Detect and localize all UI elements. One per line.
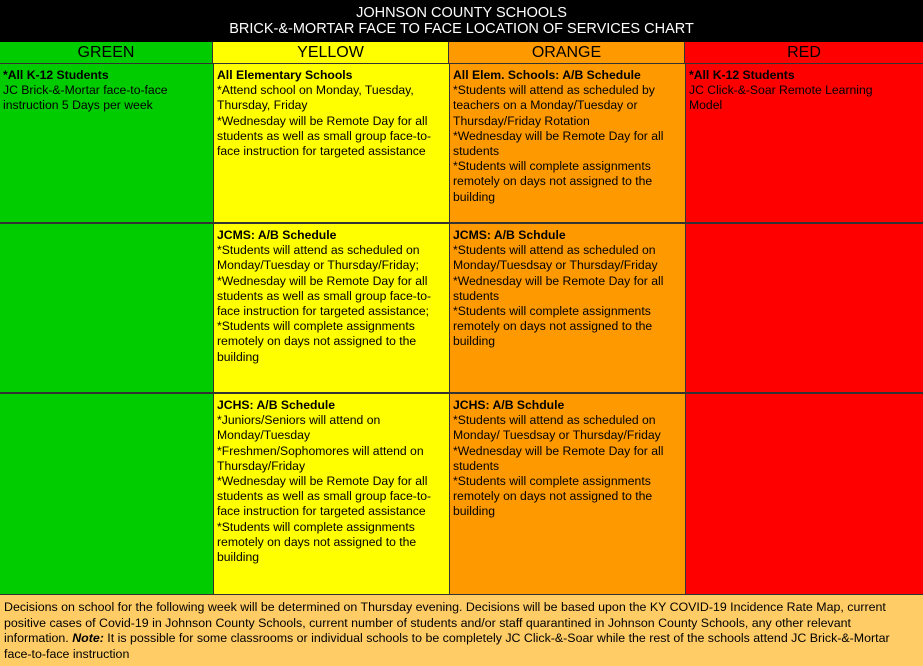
- cell-line: Thursday/Friday: [217, 458, 306, 473]
- orange-elementary-cell: [450, 65, 685, 205]
- green-column: [0, 64, 213, 594]
- cell-line: Monday/Tuesday or Thursday/Friday;: [217, 258, 419, 273]
- cell-line: students as well as small group face-to-: [217, 288, 432, 303]
- cell-line: teachers on a Monday/Tuesday or: [453, 98, 638, 113]
- header-divider: [0, 63, 923, 64]
- yellow-jcms-cell: [214, 225, 449, 365]
- header-yellow: YELLOW: [213, 42, 449, 64]
- cell-line: students: [453, 144, 500, 159]
- cell-line: building: [453, 504, 496, 519]
- cell-line: building: [217, 349, 260, 364]
- cell-line: Thursday, Friday: [217, 98, 308, 113]
- cell-line: students as well as small group face-to-: [217, 128, 432, 143]
- green-line: JC Brick-&-Mortar face-to-face: [3, 83, 168, 98]
- green-line: instruction 5 Days per week: [3, 98, 153, 113]
- cell-line: remotely on days not assigned to the: [453, 489, 653, 504]
- green-heading: *All K-12 Students: [3, 68, 109, 82]
- red-line: Model: [689, 98, 723, 113]
- header-red: RED: [685, 42, 923, 64]
- cell-line: students: [453, 288, 500, 303]
- cell-line: building: [453, 334, 496, 349]
- orange-jchs-cell: [450, 395, 685, 520]
- cell-line: *Students will complete assignments: [217, 319, 415, 334]
- orange-elementary-heading: All Elem. Schools: A/B Schedule: [453, 68, 641, 82]
- cell-line: students as well as small group face-to-: [217, 489, 432, 504]
- yellow-elementary-cell: [214, 65, 449, 159]
- yellow-jchs-cell: [214, 395, 449, 565]
- cell-line: building: [217, 550, 260, 565]
- red-cell: [686, 65, 923, 114]
- col-divider-3: [685, 64, 686, 594]
- cell-line: Monday/Tuesday: [217, 428, 311, 443]
- cell-line: *Students will complete assignments: [453, 304, 651, 319]
- cell-line: remotely on days not assigned to the: [217, 334, 417, 349]
- cell-line: *Wednesday will be Remote Day for all: [453, 128, 664, 143]
- cell-line: *Students will complete assignments: [453, 159, 651, 174]
- orange-jchs-heading: JCHS: A/B Schdule: [453, 398, 565, 412]
- row-divider-2: [0, 392, 923, 394]
- cell-line: *Students will complete assignments: [217, 519, 415, 534]
- cell-line: face instruction for targeted assistance: [217, 504, 426, 519]
- cell-line: *Wednesday will be Remote Day for all: [217, 113, 428, 128]
- cell-line: Monday/ Tuesdsay or Thursday/Friday: [453, 428, 661, 443]
- title-line-1: JOHNSON COUNTY SCHOOLS: [356, 5, 567, 21]
- cell-line: *Students will attend as scheduled on: [217, 243, 420, 258]
- cell-line: face instruction for targeted assistance: [217, 144, 426, 159]
- cell-line: *Students will complete assignments: [453, 474, 651, 489]
- cell-line: *Wednesday will be Remote Day for all: [217, 273, 428, 288]
- note-label: Note:: [72, 631, 104, 646]
- cell-line: remotely on days not assigned to the: [217, 534, 417, 549]
- cell-line: students: [453, 458, 500, 473]
- cell-line: *Wednesday will be Remote Day for all: [453, 273, 664, 288]
- title-line-2: BRICK-&-MORTAR FACE TO FACE LOCATION OF SERVICES CHART: [229, 21, 694, 37]
- red-heading: *All K-12 Students: [689, 68, 795, 82]
- cell-line: *Students will attend as scheduled on: [453, 243, 656, 258]
- cell-line: *Students will attend as scheduled by: [453, 83, 655, 98]
- note-text-1: Decisions on school for the following week will be determined on Thursday evening. Decisions will be based upon the KY COVID-19 Incidence Rate Map, current positive cases of Covid-19 in Johnson County Schools, current number of students and/or staff quarantined in Johnson County Schools, any other relevant information.: [4, 600, 886, 646]
- cell-line: remotely on days not assigned to the: [453, 174, 653, 189]
- header-green: GREEN: [0, 42, 213, 64]
- note-text-2: It is possible for some classrooms or individual schools to be completely JC Click-&-Soar while the rest of the schools attend JC Brick-&-Mortar face-to-face instruction: [4, 631, 890, 661]
- cell-line: *Attend school on Monday, Tuesday,: [217, 83, 414, 98]
- cell-line: *Freshmen/Sophomores will attend on: [217, 443, 424, 458]
- decision-note: [0, 594, 923, 666]
- red-column: [685, 64, 923, 594]
- red-line: JC Click-&-Soar Remote Learning: [689, 83, 873, 98]
- cell-line: *Juniors/Seniors will attend on: [217, 413, 381, 428]
- cell-line: remotely on days not assigned to the: [453, 319, 653, 334]
- yellow-elementary-heading: All Elementary Schools: [217, 68, 353, 82]
- cell-line: Monday/Tuesdsay or Thursday/Friday: [453, 258, 658, 273]
- row-divider-1: [0, 222, 923, 224]
- orange-jcms-heading: JCMS: A/B Schdule: [453, 228, 566, 242]
- cell-line: building: [453, 189, 496, 204]
- cell-line: *Wednesday will be Remote Day for all: [453, 443, 664, 458]
- green-cell: [0, 65, 213, 114]
- cell-line: face instruction for targeted assistance;: [217, 304, 430, 319]
- header-orange: ORANGE: [449, 42, 685, 64]
- yellow-jchs-heading: JCHS: A/B Schedule: [217, 398, 336, 412]
- title-bar: [0, 0, 923, 42]
- yellow-jcms-heading: JCMS: A/B Schedule: [217, 228, 337, 242]
- orange-jcms-cell: [450, 225, 685, 350]
- cell-line: *Students will attend as scheduled on: [453, 413, 656, 428]
- cell-line: Thursday/Friday Rotation: [453, 113, 590, 128]
- cell-line: *Wednesday will be Remote Day for all: [217, 474, 428, 489]
